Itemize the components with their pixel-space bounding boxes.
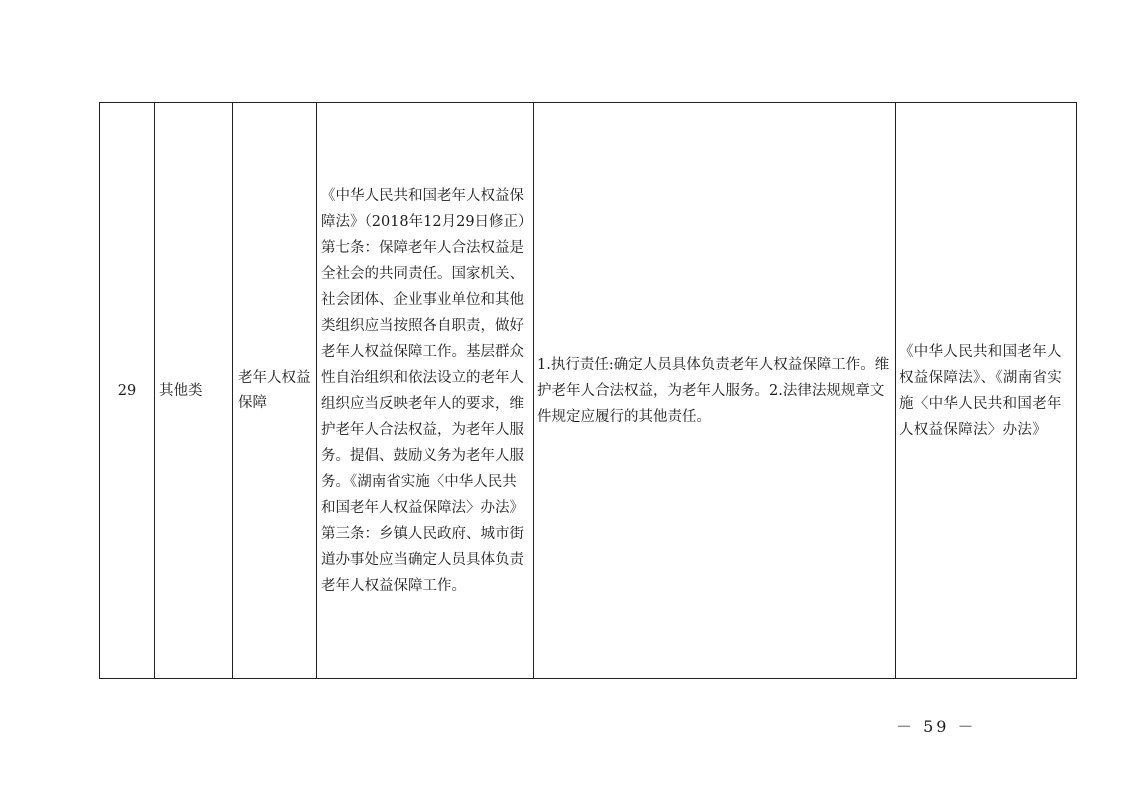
duty-cell [534,103,896,679]
responsibility-text: 1.执行责任:确定人员具体负责老年人权益保障工作。维护老年人合法权益，为老年人服务。2.法律法规规章文件规定应履行的其他责任。 [537,356,890,425]
law-reference-text: 《中华人民共和国老年人权益保障法》、《湖南省实施〈中华人民共和国老年人权益保障法〉办法》 [899,343,1063,438]
row-number: 29 [117,382,137,399]
basis-cell [317,103,534,679]
category: 其他类 [159,382,203,399]
page-number: － 59 － [896,717,977,736]
item-cell [233,103,317,679]
legal-basis-text: 《中华人民共和国老年人权益保障法》（2018年12月29日修正）第七条：保障老年人合法权益是全社会的共同责任。国家机关、社会团体、企业事业单位和其他类组织应当按照各自职责，做好老年人权益保障工作。基层群众性自治组织和依法设立的老年人组织应当反映老年人的要求，维护老年人合法权益，为老年人服务。提倡、鼓励义务为老年人服务。《湖南省实施〈中华人民共和国老年人权益保障法〉办法》第三条：乡镇人民政府、城市街道办事处应当确定人员具体负责老年人权益保障工作。 [321,187,526,594]
category-cell [155,103,233,679]
item-name: 老年人权益保障 [238,369,311,411]
law-cell [896,103,1077,679]
duty-table [99,102,1077,679]
row-number-cell [100,103,155,679]
table-row [100,103,1077,679]
